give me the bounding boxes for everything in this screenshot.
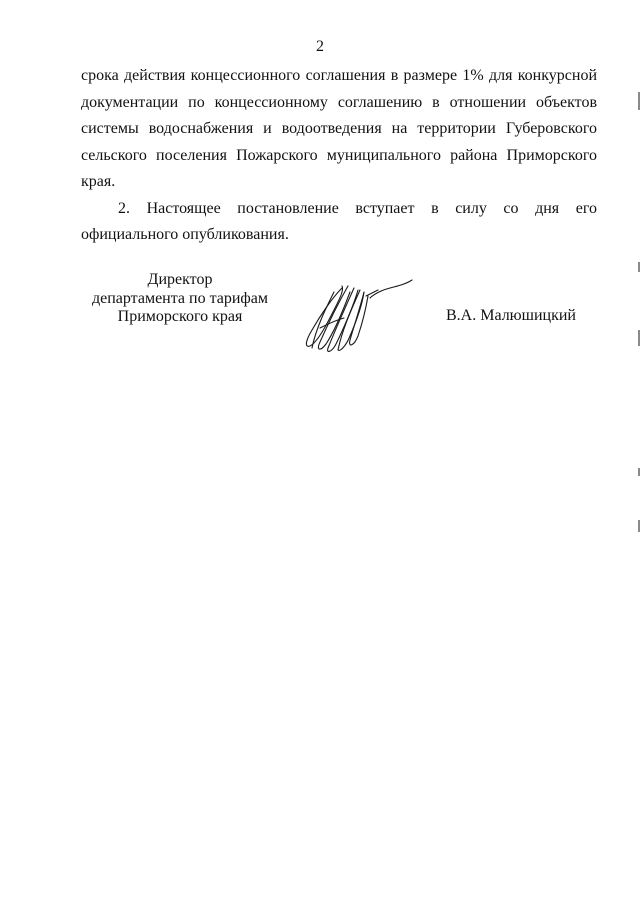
signer-title bbox=[60, 271, 300, 327]
signer-title-line: департамента по тарифам bbox=[91, 289, 269, 307]
signer-name: В.А. Малюшицкий bbox=[446, 307, 576, 324]
paragraph-continued: срока действия концессионного соглашения в размере 1% для конкурсной документации по концессионному соглашению в отношении объектов системы водоснабжения и водоотведения на территории Губеровского сельского поселения Пожарского муниципального района Приморского края. bbox=[81, 67, 597, 190]
signer-title-line: Приморского края bbox=[117, 308, 243, 325]
body-text bbox=[81, 63, 597, 249]
paragraph-effective-date: 2. Настоящее постановление вступает в силу со дня его официального опубликования. bbox=[81, 199, 597, 243]
signer-title-line: Директор bbox=[147, 271, 213, 288]
handwritten-signature-icon bbox=[298, 278, 414, 356]
page-number: 2 bbox=[316, 38, 324, 55]
